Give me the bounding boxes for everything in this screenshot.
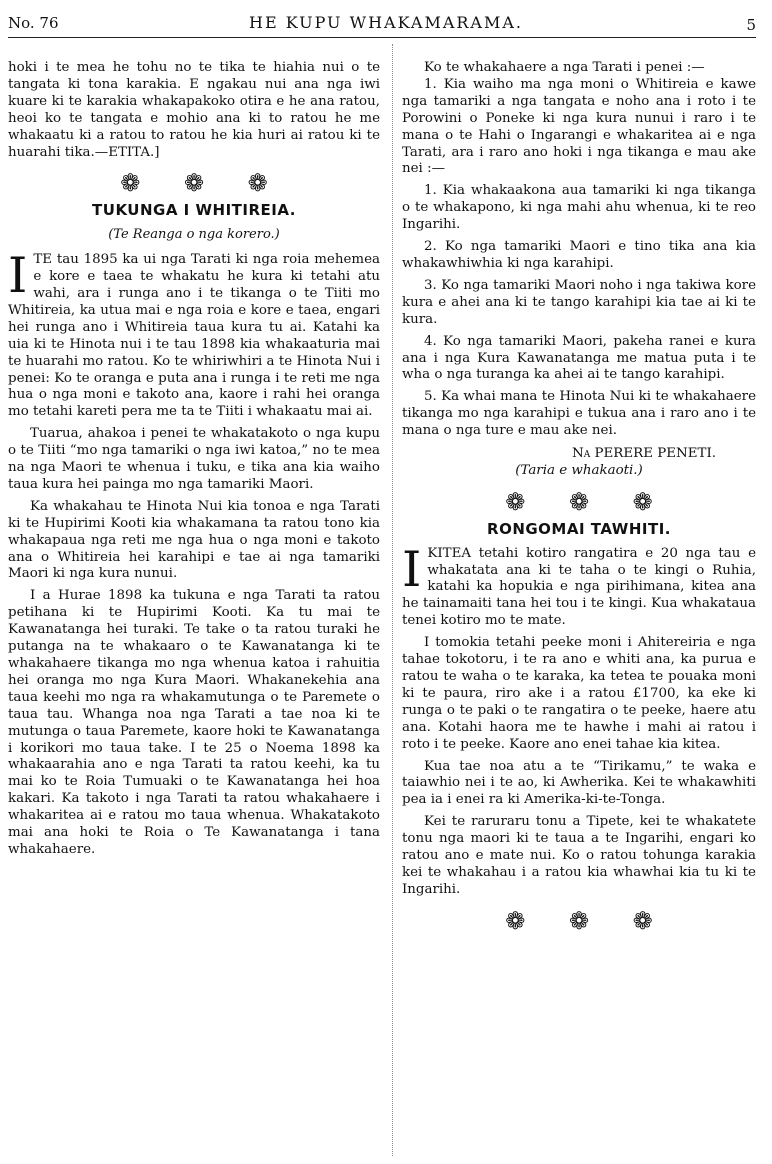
issue-number: No. 76: [8, 14, 59, 32]
page-number: 5: [746, 16, 756, 34]
left-column: [8, 60, 380, 859]
continuation-note: (Taria e whakaoti.): [515, 462, 643, 478]
column-divider: [392, 44, 393, 1156]
article-paragraph: I tomokia tetahi peeke moni i Ahitereiria e nga tahae tokotoru, i te ra ano e whiti ana, ka purua e ratou te waha o te karaka, ka tetea te pouaka moni ki te paura, riro ake i a ratou £1700, ka eke ki runga o te paki o te rangatira o te peeke, haere atu ana. Kotahi haora me te hawhe i mahi ai ratou i roto i te peeke. Kaore ano enei tahae kia kitea.: [402, 635, 756, 752]
article-paragraph: Kei te raruraru tonu a Tipete, kei te whakatete tonu nga maori ki te taua a te Ingarihi, engari ko ratou ano e mate nui. Ko o ratou tohunga karakia kei te whakahau i a ratou kia whawhai kia tu ki te Ingarihi.: [402, 814, 756, 897]
drop-cap: I: [402, 540, 422, 598]
article-paragraph: [8, 247, 380, 421]
publication-title: HE KUPU WHAKAMARAMA.: [248, 13, 523, 32]
sub-list-item: 2. Ko nga tamariki Maori e tino tika ana kia whakawhiwhia ki nga karahipi.: [402, 239, 756, 271]
ornament-divider: ❁ ❁ ❁: [120, 169, 286, 198]
author-signature: Na PERERE PENETI.: [572, 446, 716, 462]
sub-list-item: 5. Ka whai mana te Hinota Nui ki te whakahaere tikanga mo nga karahipi e tukua ana i raro ano i te mana o nga ture e mau ake nei.: [402, 389, 756, 439]
page-header: [0, 0, 772, 40]
sub-list-item: 1. Kia whakaakona aua tamariki ki nga tikanga o te whakapono, ki nga mahi ahu whenua, ki te reo Ingarihi.: [402, 183, 756, 233]
sub-list-item: 3. Ko nga tamariki Maori noho i nga takiwa kore kura e ahei ana ki te tango karahipi kia tae ai ki te kura.: [402, 277, 756, 327]
right-column: [402, 60, 756, 940]
article-paragraph: Ka whakahau te Hinota Nui kia tonoa e nga Tarati ki te Hupirimi Kooti kia whakamana ta ratou tono kia whakapaua nga reti me nga hua o nga moni e takoto ana o Whitireia hei karahipi e tae ai nga tamariki Maori ki nga kura nunui.: [8, 498, 380, 582]
article-paragraph: I a Hurae 1898 ka tukuna e nga Tarati ta ratou petihana ki te Hupirimi Kooti. Ka tu mai te Kawanatanga hei turaki. Te take o ta ratou turaki he putanga na te whakaaro o te Kawanatanga ki te whakahaere tikanga mo nga whenua katoa i rahuitia hei oranga mo nga Kura Maori. Whakanekehia ana taua keehi mo nga ra whakamutunga o te Paremete o taua tau. Whanga noa nga Tarati a tae noa ki te mutunga o taua Paremete, kaore hoki te Kawanatanga i korikori mo taua take. I te 25 o Noema 1898 ka whakaarahia ano e nga Tarati ta ratou keehi, ka tu mai ko te Roia Tumuaki o te Kawanatanga hei hoa kakari. Ka takoto i nga Tarati ta ratou whakahaere i whakaritea ai e ratou mo taua whenua. Whakatakoto mai ana hoki te Roia o Te Kawanatanga i tana whakahaere.: [8, 588, 380, 857]
list-item: 1. Kia waiho ma nga moni o Whitireia e kawe nga tamariki a nga tangata e noho ana i roto i te Porowini o Poneke ki nga kura nunui i raro i te mana o te Hahi o Ingarangi e whakaritea ai e nga Tarati, ara i raro ano hoki i nga tikanga e mau ake nei :—: [402, 76, 756, 177]
article-paragraph: Tuarua, ahakoa i penei te whakatakoto o nga kupu o te Tiiti “mo nga tamariki o nga iwi katoa,” no te mea na nga Maori te whenua i tuku, e tika ana kia waiho taua kura hei painga mo nga tamariki Maori.: [8, 426, 380, 492]
article-paragraph: [402, 540, 756, 631]
article-heading-rongomai: RONGOMAI TAWHITI.: [487, 519, 671, 538]
editor-note-continuation: hoki i te mea he tohu no te tika te hiahia nui o te tangata ki tona karakia. E ngakau nui ana nga iwi kuare ki te karakia whakapakoko otira e he ana ratou, heoi ko te tangata e mohio ana ki to ratou he me whakaatu ki a ratou to ratou he kia huri ai ratou ki te huarahi tika.—ETITA.]: [8, 60, 380, 160]
article-source-note: (Te Reanga o nga korero.): [108, 227, 280, 243]
list-intro: Ko te whakahaere a nga Tarati i penei :—: [424, 60, 705, 75]
sub-list-item: 4. Ko nga tamariki Maori, pakeha ranei e kura ana i nga Kura Kawanatanga me matua puta i te wha o nga turanga ka ahei ai te tango karahipi.: [402, 333, 756, 383]
article-paragraph: Kua tae noa atu a te “Tirikamu,” te waka e taiawhio nei i te ao, ki Awherika. Kei te whakawhiti pea ia i enei ra ki Amerika-ki-te-Tonga.: [402, 758, 756, 808]
drop-cap: I: [8, 247, 28, 305]
article-heading-tukunga: TUKUNGA I WHITIREIA.: [92, 201, 296, 220]
ornament-divider: ❁ ❁ ❁: [505, 906, 671, 935]
header-rule: [8, 37, 756, 38]
paragraph-text: TE tau 1895 ka ui nga Tarati ki nga roia mehemea e kore e taea te whakatu he kura ki tetahi atu wahi, ara i runga ano i te tikanga o te Tiiti mo Whitireia, ka utua mai e nga roia e kore e taea, engari hei runga ano i Whitireia taua kura tu ai. Katahi ka uia ki te Hinota nui i te tau 1898 kia whakaaturia mai te huarahi mo ratou. Ko te whiriwhiri a te Hinota Nui i penei: Ko te oranga e puta ana i runga i te reti me nga hua o nga moni e takoto ana, kaore i rahi hei oranga mo tetahi kareti pera me ta te Tiiti i whakaatu mai ai.: [8, 252, 380, 420]
ornament-divider: ❁ ❁ ❁: [505, 487, 671, 516]
paragraph-text: KITEA tetahi kotiro rangatira e 20 nga tau e whakatata ana ki te taha o te kingi o Ruhia, katahi ka hopukia e nga pirihimana, kitea ana he tainamaiti tana hei tou i te kingi. Kua whakataua tenei kotiro mo te mate.: [402, 545, 756, 629]
